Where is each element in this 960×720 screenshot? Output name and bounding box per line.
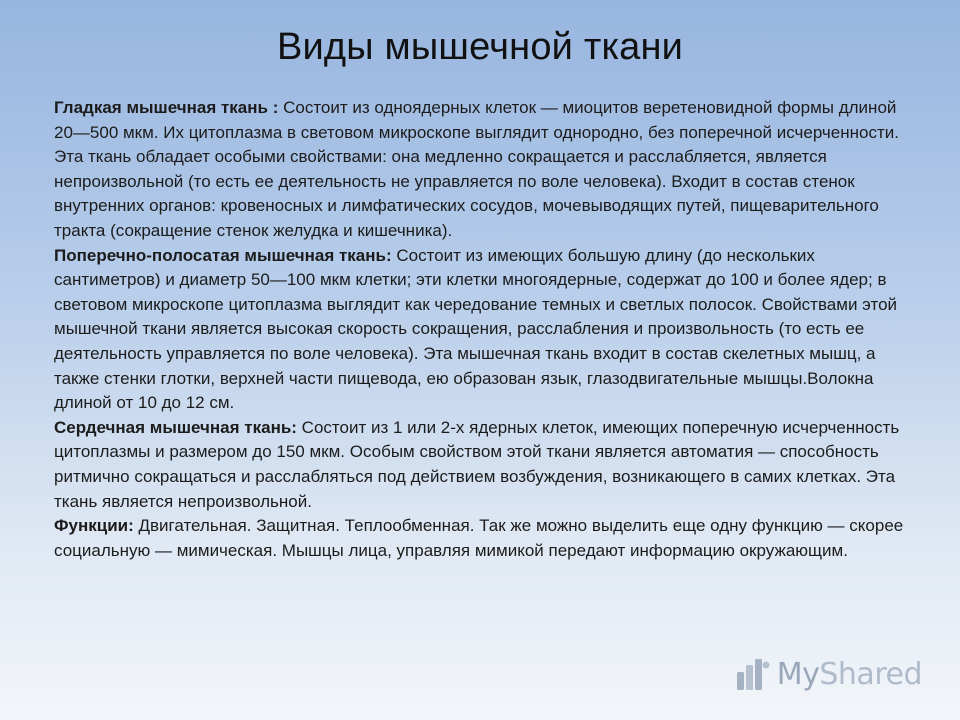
- paragraph-text: Состоит из одноядерных клеток — миоцитов веретеновидной формы длиной 20—500 мкм. Их цитоплазма в световом микроскопе выглядит однородно, без поперечной исчерченности. Эта ткань обладает особыми свойствами: она медленно сокращается и расслабляется, является непроизвольной (то есть ее деятельность не управляется по воле человека). Входит в состав стенок внутренних органов: кровеносных и лимфатических сосудов, мочевыводящих путей, пищеварительного тракта (сокращение стенок желудка и кишечника).: [54, 98, 899, 240]
- slide-title: Виды мышечной ткани: [276, 26, 684, 68]
- paragraph-term: Функции:: [54, 516, 134, 536]
- paragraph-text: Состоит из 1 или 2-х ядерных клеток, имеющих поперечную исчерченность цитоплазмы и размером до 150 мкм. Особым свойством этой ткани является автоматия — способность ритмично сокращаться и расслабляться под действием возбуждения, возникающего в самих клетках. Эта ткань является непроизвольной.: [54, 417, 900, 511]
- paragraph-text: Состоит из имеющих большую длину (до нескольких сантиметров) и диаметр 50—100 мкм клетки; эти клетки многоядерные, содержат до 100 и более ядер; в световом микроскопе цитоплазма выглядит как чередование темных и светлых полосок. Свойствами этой мышечной ткани является высокая скорость сокращения, расслабления и произвольность (то есть ее деятельность управляется по воле человека). Эта мышечная ткань входит в состав скелетных мышц, а также стенки глотки, верхней части пищевода, ею образован язык, глазодвигательные мышцы.Волокна длиной от 10 до 12 см.: [54, 245, 898, 413]
- mypresentation-logo-icon: [735, 656, 771, 692]
- paragraph-term: Поперечно-полосатая мышечная ткань:: [54, 245, 392, 265]
- watermark-text: [777, 657, 922, 692]
- watermark-logo: [735, 656, 922, 692]
- slide-body: [54, 96, 910, 563]
- paragraph-striated-muscle: [54, 244, 910, 416]
- paragraph-term: Сердечная мышечная ткань:: [54, 417, 297, 437]
- paragraph-text: Двигательная. Защитная. Теплообменная. Так же можно выделить еще одну функцию — скорее социальную — мимическая. Мышцы лица, управляя мимикой передают информацию окружающим.: [54, 516, 904, 560]
- paragraph-cardiac-muscle: [54, 416, 910, 514]
- watermark-brand-main: My: [776, 656, 820, 692]
- paragraph-smooth-muscle: [54, 96, 910, 244]
- watermark-brand-rest: Shared: [819, 656, 922, 692]
- paragraph-functions: [54, 514, 910, 563]
- paragraph-term: Гладкая мышечная ткань :: [54, 98, 279, 117]
